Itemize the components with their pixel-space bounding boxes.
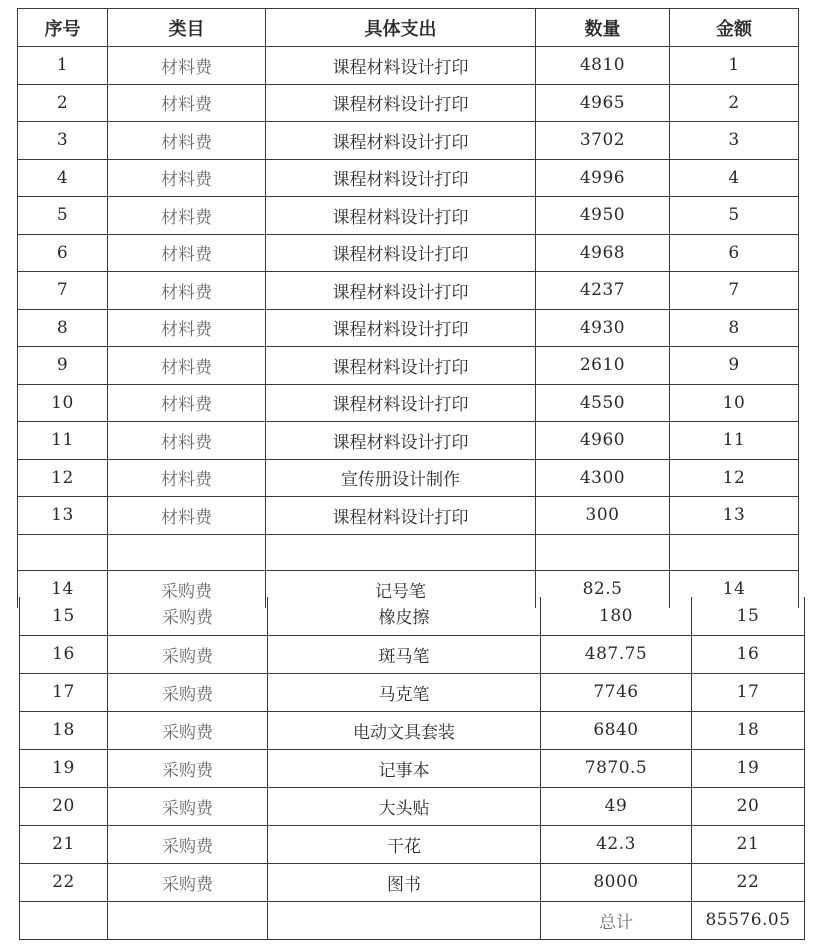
row-item: 图书 [268,863,541,901]
header-quantity: 数量 [536,9,670,47]
row-no: 7 [18,272,108,310]
table-row [20,597,805,635]
expense-table-bottom [19,597,805,940]
table-row [20,787,805,825]
row-amount: 6 [670,234,799,272]
row-amount: 19 [692,749,805,787]
row-quantity: 7870.5 [541,749,692,787]
row-no: 16 [20,635,108,673]
row-category: 采购费 [108,570,266,608]
row-item: 课程材料设计打印 [266,272,536,310]
row-quantity: 4960 [536,422,670,460]
row-amount: 20 [692,787,805,825]
table-row [18,197,799,235]
row-no: 2 [18,84,108,122]
row-item: 课程材料设计打印 [266,159,536,197]
table-row [20,825,805,863]
row-item: 橡皮擦 [268,597,541,635]
row-quantity: 2610 [536,347,670,385]
row-no: 6 [18,234,108,272]
row-amount: 2 [670,84,799,122]
row-item: 课程材料设计打印 [266,234,536,272]
header-row [18,9,799,47]
row-quantity: 4300 [536,459,670,497]
row-amount: 8 [670,309,799,347]
row-category: 材料费 [108,122,266,160]
row-quantity: 4810 [536,47,670,85]
row-category: 采购费 [108,711,268,749]
row-item: 课程材料设计打印 [266,309,536,347]
row-amount: 15 [692,597,805,635]
table-row [18,309,799,347]
row-amount: 11 [670,422,799,460]
row-category: 材料费 [108,497,266,535]
row-category: 采购费 [108,635,268,673]
table-row [20,711,805,749]
table-row [18,384,799,422]
row-quantity: 42.3 [541,825,692,863]
row-no: 17 [20,673,108,711]
row-no: 4 [18,159,108,197]
row-quantity: 4237 [536,272,670,310]
table-row [20,749,805,787]
row-no: 20 [20,787,108,825]
row-no: 19 [20,749,108,787]
row-item: 马克笔 [268,673,541,711]
header-item: 具体支出 [266,9,536,47]
row-category: 材料费 [108,309,266,347]
row-amount: 7 [670,272,799,310]
table-row [18,422,799,460]
row-quantity: 487.75 [541,635,692,673]
table-row [18,347,799,385]
row-item: 课程材料设计打印 [266,422,536,460]
expense-table-top [17,8,799,608]
row-quantity: 300 [536,497,670,535]
row-quantity: 4550 [536,384,670,422]
row-amount: 14 [670,570,799,608]
row-item: 斑马笔 [268,635,541,673]
row-item: 干花 [268,825,541,863]
header-amount: 金额 [670,9,799,47]
row-category: 材料费 [108,234,266,272]
total-row [20,901,805,939]
row-category: 采购费 [108,863,268,901]
table-row [18,497,799,535]
table-row [20,635,805,673]
row-no: 1 [18,47,108,85]
row-amount: 13 [670,497,799,535]
blank-row [18,534,799,570]
row-amount: 3 [670,122,799,160]
row-quantity: 8000 [541,863,692,901]
row-amount: 22 [692,863,805,901]
row-no: 22 [20,863,108,901]
row-amount: 21 [692,825,805,863]
row-category: 采购费 [108,825,268,863]
row-category: 材料费 [108,459,266,497]
row-amount: 1 [670,47,799,85]
row-no: 8 [18,309,108,347]
header-category: 类目 [108,9,266,47]
table-row [18,234,799,272]
row-no: 15 [20,597,108,635]
row-no: 13 [18,497,108,535]
row-category: 材料费 [108,197,266,235]
table-row [20,673,805,711]
row-item: 课程材料设计打印 [266,122,536,160]
row-item: 记号笔 [266,570,536,608]
row-quantity: 180 [541,597,692,635]
row-no: 3 [18,122,108,160]
row-no: 21 [20,825,108,863]
row-amount: 16 [692,635,805,673]
row-item: 大头贴 [268,787,541,825]
row-category: 材料费 [108,84,266,122]
row-item: 课程材料设计打印 [266,197,536,235]
row-item: 课程材料设计打印 [266,347,536,385]
row-category: 材料费 [108,272,266,310]
row-amount: 9 [670,347,799,385]
table-row [20,863,805,901]
row-no: 10 [18,384,108,422]
row-amount: 18 [692,711,805,749]
row-quantity: 4968 [536,234,670,272]
row-category: 材料费 [108,384,266,422]
row-quantity: 4930 [536,309,670,347]
row-quantity: 3702 [536,122,670,160]
row-item: 课程材料设计打印 [266,84,536,122]
row-quantity: 7746 [541,673,692,711]
row-amount: 10 [670,384,799,422]
total-value: 85576.05 [692,901,805,939]
row-category: 采购费 [108,787,268,825]
table-row [18,122,799,160]
table-row [18,47,799,85]
row-category: 采购费 [108,749,268,787]
row-quantity: 49 [541,787,692,825]
row-item: 宣传册设计制作 [266,459,536,497]
row-no: 14 [18,570,108,608]
row-category: 材料费 [108,159,266,197]
table-row [18,159,799,197]
row-category: 材料费 [108,422,266,460]
row-no: 12 [18,459,108,497]
row-amount: 12 [670,459,799,497]
header-no: 序号 [18,9,108,47]
row-category: 材料费 [108,347,266,385]
row-amount: 17 [692,673,805,711]
row-no: 18 [20,711,108,749]
row-no: 11 [18,422,108,460]
row-item: 课程材料设计打印 [266,497,536,535]
row-item: 电动文具套装 [268,711,541,749]
row-no: 5 [18,197,108,235]
total-label: 总计 [541,901,692,939]
row-category: 材料费 [108,47,266,85]
table-row [18,459,799,497]
row-item: 课程材料设计打印 [266,47,536,85]
row-quantity: 4965 [536,84,670,122]
row-quantity: 6840 [541,711,692,749]
row-quantity: 82.5 [536,570,670,608]
row-quantity: 4950 [536,197,670,235]
row-category: 采购费 [108,597,268,635]
row-category: 采购费 [108,673,268,711]
row-no: 9 [18,347,108,385]
row-amount: 4 [670,159,799,197]
row-item: 记事本 [268,749,541,787]
row-item: 课程材料设计打印 [266,384,536,422]
table-row [18,272,799,310]
row-amount: 5 [670,197,799,235]
table-row [18,84,799,122]
row-quantity: 4996 [536,159,670,197]
